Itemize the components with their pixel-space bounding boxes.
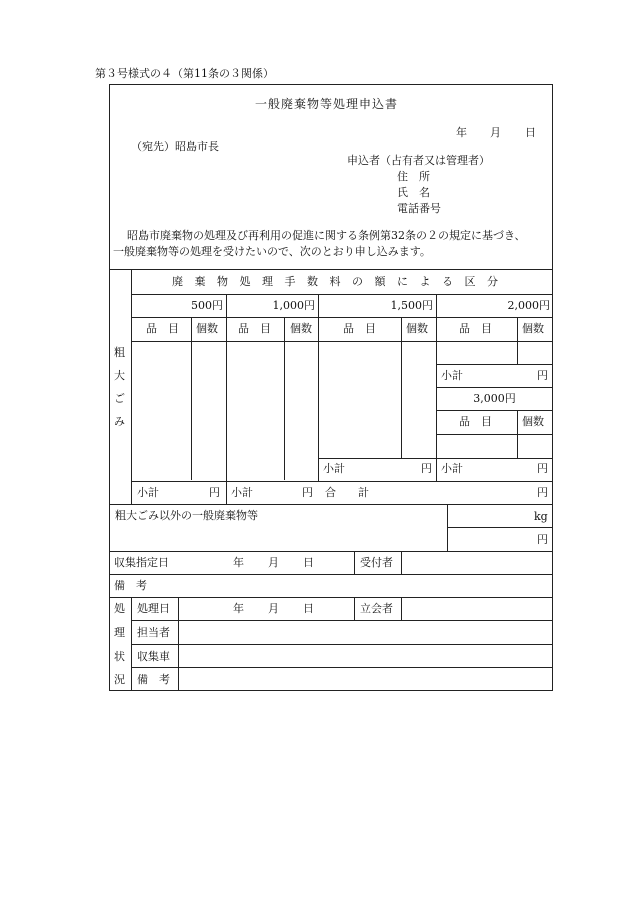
bulky-side-label-4: み (114, 415, 125, 428)
staff-label: 担当者 (137, 626, 170, 639)
processing-side-label-1: 処 (114, 602, 125, 615)
collection-year: 年 (233, 556, 244, 569)
count-header-1500: 個数 (406, 322, 428, 335)
other-waste-kg: kg (534, 510, 548, 523)
addressee: （宛先）昭島市長 (131, 140, 219, 153)
item-header-1500: 品 目 (343, 322, 376, 335)
remarks-label: 備 考 (114, 579, 147, 592)
date-year: 年 (456, 126, 467, 139)
intro-line-1: 昭島市廃棄物の処理及び再利用の促進に関する条例第32条の２の規定に基づき、 (127, 229, 526, 242)
item-header-1000: 品 目 (238, 322, 271, 335)
collection-month: 月 (268, 556, 279, 569)
intro-line-2: 一般廃棄物等の処理を受けたいので、次のとおり申し込みます。 (113, 245, 431, 258)
processing-side-label-2: 理 (114, 626, 125, 639)
price-3000: 3,000円 (473, 392, 516, 405)
price-1000: 1,000円 (272, 299, 315, 312)
applicant-label: 申込者（占有者又は管理者） (347, 154, 490, 167)
subtotal-yen-1000: 円 (302, 486, 313, 499)
collection-date-label: 収集指定日 (114, 556, 169, 569)
form-number: 第３号様式の４（第11条の３関係） (95, 67, 274, 80)
subtotal-label-3000: 小計 (441, 462, 463, 475)
vehicle-label: 収集車 (137, 650, 170, 663)
subtotal-yen-1500: 円 (421, 462, 432, 475)
applicant-name-label: 氏 名 (397, 186, 430, 199)
form-title: 一般廃棄物等処理申込書 (255, 97, 399, 111)
total-label: 合 計 (325, 486, 369, 499)
processing-side-label-3: 状 (114, 650, 125, 663)
item-header-3000: 品 目 (459, 415, 492, 428)
processing-day: 日 (303, 602, 314, 615)
count-header-500: 個数 (196, 322, 218, 335)
subtotal-label-1000: 小計 (231, 486, 253, 499)
subtotal-yen-3000: 円 (537, 462, 548, 475)
count-header-1000: 個数 (290, 322, 312, 335)
price-500: 500円 (191, 299, 223, 312)
item-header-500: 品 目 (146, 322, 179, 335)
processing-date-label: 処理日 (137, 602, 170, 615)
count-header-2000: 個数 (522, 322, 544, 335)
other-waste-yen: 円 (537, 533, 548, 546)
subtotal-label-500: 小計 (137, 486, 159, 499)
price-1500: 1,500円 (390, 299, 433, 312)
other-waste-label: 粗大ごみ以外の一般廃棄物等 (115, 509, 258, 522)
applicant-address-label: 住 所 (397, 170, 430, 183)
count-header-3000: 個数 (522, 415, 544, 428)
fee-header: 廃棄物処理手数料の額による区分 (172, 275, 510, 288)
subtotal-yen-500: 円 (209, 486, 220, 499)
bulky-side-label-1: 粗 (114, 346, 125, 359)
processing-remarks-label: 備 考 (137, 673, 170, 686)
date-month: 月 (490, 126, 501, 139)
subtotal-label-1500: 小計 (323, 462, 345, 475)
bulky-side-label-2: 大 (114, 369, 125, 382)
subtotal-label-2000: 小計 (441, 369, 463, 382)
total-yen: 円 (537, 486, 548, 499)
collection-day: 日 (303, 556, 314, 569)
item-header-2000: 品 目 (459, 322, 492, 335)
processing-side-label-4: 況 (114, 673, 125, 686)
witness-label: 立会者 (360, 602, 393, 615)
date-day: 日 (525, 126, 536, 139)
receiver-label: 受付者 (360, 556, 393, 569)
price-2000: 2,000円 (507, 299, 550, 312)
bulky-side-label-3: ご (114, 392, 125, 405)
subtotal-yen-2000: 円 (537, 369, 548, 382)
processing-year: 年 (233, 602, 244, 615)
applicant-phone-label: 電話番号 (397, 202, 441, 215)
processing-month: 月 (268, 602, 279, 615)
